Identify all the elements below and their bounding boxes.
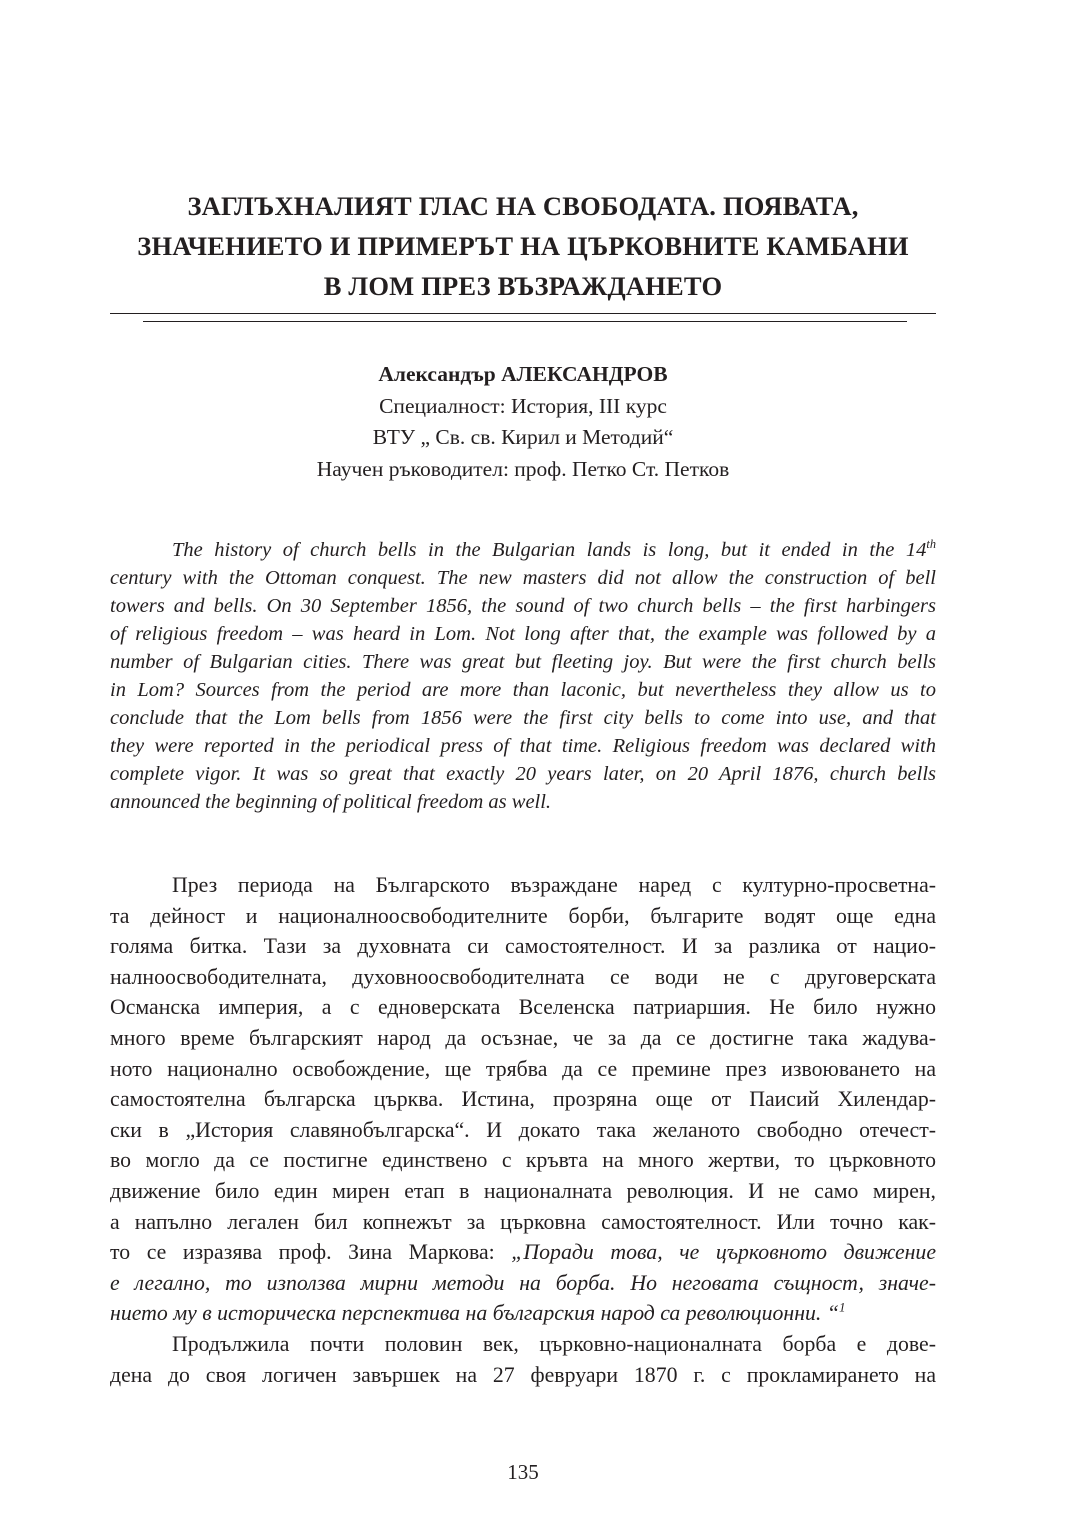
abstract-line: they were reported in the periodical press of that time. Religious freedom was declared with (110, 735, 936, 757)
title-line: В ЛОМ ПРЕЗ ВЪЗРАЖДАНЕТО (323, 271, 723, 301)
body-text (110, 870, 936, 1390)
body-line: а напълно легален бил копнежът за църковна самостоятелност. Или точно как- (110, 1209, 936, 1234)
body-line: самостоятелна българска църква. Истина, прозряна още от Паисий Хилендар- (110, 1087, 936, 1112)
abstract-line: of religious freedom – was heard in Lom. Not long after that, the example was followed by a (110, 623, 936, 645)
body-line: дена до своя логичен завършек на 27 февруари 1870 г. с прокламирането на (110, 1362, 936, 1387)
document-page (110, 0, 936, 1534)
body-line: ното национално освобождение, ще трябва да се премине през извоюването на (110, 1056, 936, 1081)
abstract-line: towers and bells. On 30 September 1856, the sound of two church bells – the first harbingers (110, 595, 936, 617)
body-line (110, 1237, 936, 1268)
article-title (110, 186, 936, 306)
quote-text: „Поради това, че църковното движение (511, 1240, 937, 1265)
author-university: ВТУ „ Св. св. Кирил и Методий“ (372, 425, 674, 449)
author-supervisor: Научен ръководител: проф. Петко Ст. Петков (316, 456, 730, 481)
body-line: Османска империя, а с едноверската Вселенска патриаршия. Не било нужно (110, 995, 936, 1020)
body-text-segment: то се изразява проф. Зина Маркова: (110, 1240, 512, 1265)
body-line: та дейност и националноосвободителните борби, българите водят още една (110, 903, 936, 928)
abstract-line: in Lom? Sources from the period are more than laconic, but nevertheless they allow us to (110, 679, 936, 701)
footnote-ref[interactable]: 1 (838, 1300, 846, 1316)
body-line: движение било един мирен етап в националната революция. И не само мирен, (110, 1178, 936, 1203)
body-line (110, 1298, 936, 1329)
title-divider-secondary (143, 321, 907, 322)
body-line: През периода на Българското възраждане наред с културно-просветна- (172, 873, 936, 897)
abstract (110, 536, 936, 816)
abstract-line: number of Bulgarian cities. There was great but fleeting joy. But were the first church bells (110, 651, 936, 673)
quote-text: нието му в историческа перспектива на българския народ са революционни. (110, 1301, 822, 1326)
abstract-line: century with the Ottoman conquest. The new masters did not allow the construction of bell (110, 567, 936, 589)
body-line: во могло да се постигне единствено с кръвта на много жертви, то църковното (110, 1148, 936, 1173)
title-line: ЗНАЧЕНИЕТО И ПРИМЕРЪТ НА ЦЪРКОВНИТЕ КАМБАНИ (137, 231, 909, 261)
body-line: много време българският народ да осъзнае, че за да се достигне така жадува- (110, 1025, 936, 1050)
page-number: 135 (507, 1460, 539, 1484)
body-line: Продължила почти половин век, църковно-националната борба е дове- (172, 1331, 936, 1356)
body-line: голяма битка. Тази за духовната си самостоятелност. И за разлика от нацио- (110, 934, 936, 959)
abstract-text: The history of church bells in the Bulgarian lands is long, but it ended in the 14 (172, 539, 927, 561)
author-block (110, 359, 936, 485)
abstract-line (110, 536, 936, 564)
title-divider (110, 313, 936, 314)
abstract-line: complete vigor. It was so great that exactly 20 years later, on 20 April 1876, church bells (110, 763, 936, 785)
title-line: ЗАГЛЪХНАЛИЯТ ГЛАС НА СВОБОДАТА. ПОЯВАТА, (187, 191, 859, 221)
author-name: Александър АЛЕКСАНДРОВ (378, 362, 668, 386)
superscript: th (926, 537, 936, 552)
body-line: ски в „История славянобългарска“. И докато така желаното свободно отечест- (110, 1117, 936, 1142)
abstract-line: conclude that the Lom bells from 1856 were the first city bells to come into use, and that (110, 707, 936, 729)
body-line: е легално, то използва мирни методи на борба. Но неговата същност, значе- (110, 1270, 936, 1295)
author-specialty: Специалност: История, III курс (379, 393, 667, 418)
quote-mark: “ (821, 1301, 839, 1326)
abstract-line: announced the beginning of political freedom as well. (110, 791, 552, 813)
body-line: налноосвободителната, духовноосвободителната се води не с друговерската (110, 964, 936, 989)
